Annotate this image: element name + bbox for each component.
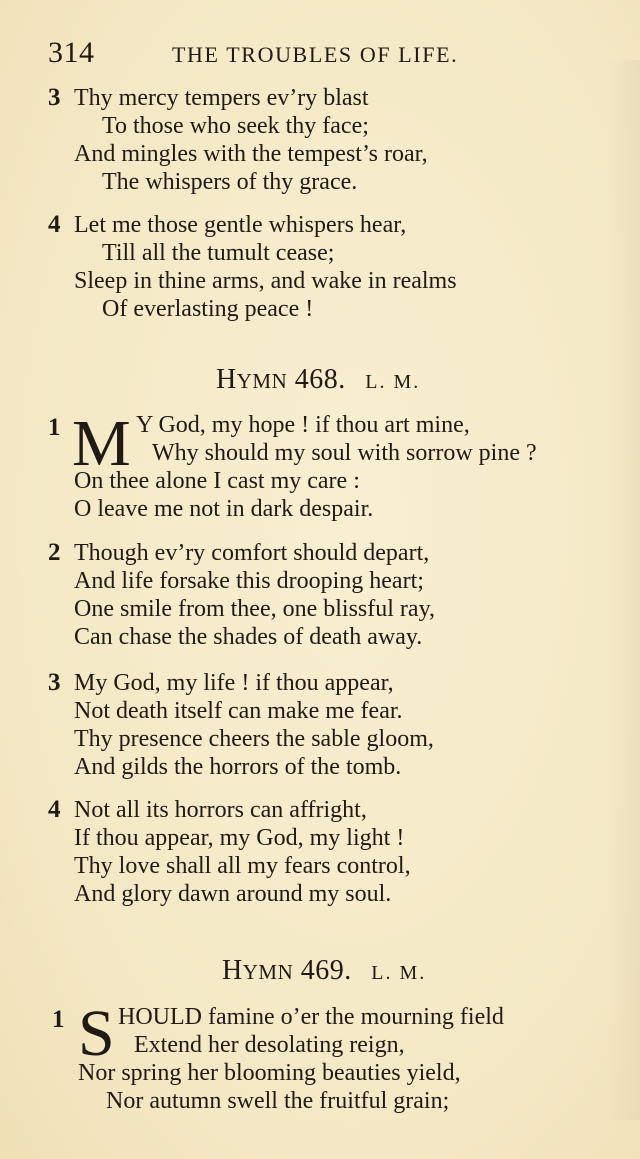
stanza-4-previous-hymn	[48, 211, 608, 323]
hymn-468-stanza-4	[48, 796, 608, 908]
hymn-468-stanza-3	[48, 669, 608, 781]
hymn-468-stanza-1	[48, 407, 608, 524]
verse-line: Though ev’ry comfort should depart,	[74, 540, 430, 566]
verse-line: Y God, my hope ! if thou art mine,	[136, 412, 470, 438]
verse-line: Not all its horrors can affright,	[74, 797, 367, 823]
verse-line: Can chase the shades of death away.	[74, 624, 423, 650]
hymn-468-stanza-2	[48, 539, 608, 651]
verse-line: And gilds the horrors of the tomb.	[74, 754, 402, 780]
verse-line: Of everlasting peace !	[102, 296, 314, 322]
title-initial: H	[216, 364, 237, 395]
hymn-469-title	[222, 955, 426, 987]
drop-cap: M	[72, 407, 131, 480]
hymn-469-stanza-1	[48, 997, 608, 1118]
verse-line: Let me those gentle whispers hear,	[74, 212, 407, 238]
title-word: YMN	[242, 960, 294, 984]
verse-line: If thou appear, my God, my light !	[74, 825, 405, 851]
stanza-number: 4	[48, 211, 61, 238]
verse-line: And mingles with the tempest’s roar,	[74, 141, 428, 167]
verse-line: Till all the tumult cease;	[102, 240, 335, 266]
verse-line: The whispers of thy grace.	[102, 169, 358, 195]
title-word: YMN	[236, 369, 288, 393]
verse-line: Why should my soul with sorrow pine ?	[152, 440, 537, 466]
title-initial: H	[222, 955, 243, 986]
hymn-number: 468.	[294, 364, 346, 395]
stanza-number: 4	[48, 796, 61, 823]
stanza-number: 3	[48, 669, 61, 696]
verse-line: Thy love shall all my fears control,	[74, 853, 411, 879]
verse-line: Extend her desolating reign,	[134, 1032, 405, 1058]
running-head: THE TROUBLES OF LIFE.	[172, 42, 459, 67]
stanza-number: 3	[48, 84, 61, 111]
verse-line: Nor autumn swell the fruitful grain;	[106, 1088, 450, 1114]
hymn-meter: L. M.	[365, 371, 421, 393]
verse-line: Not death itself can make me fear.	[74, 698, 403, 724]
verse-line: And glory dawn around my soul.	[74, 881, 392, 907]
verse-line: And life forsake this drooping heart;	[74, 568, 424, 594]
verse-line: O leave me not in dark despair.	[74, 496, 374, 522]
page-number: 314	[48, 36, 95, 69]
verse-line: Sleep in thine arms, and wake in realms	[74, 268, 457, 294]
stanza-number: 2	[48, 539, 61, 566]
stanza-number: 1	[48, 414, 61, 441]
drop-cap: S	[78, 997, 115, 1070]
verse-line: Thy presence cheers the sable gloom,	[74, 726, 434, 752]
verse-line: My God, my life ! if thou appear,	[74, 670, 394, 696]
verse-line: To those who seek thy face;	[102, 113, 369, 139]
hymn-468-title	[216, 364, 420, 396]
verse-line: On thee alone I cast my care :	[74, 468, 360, 494]
facing-page-bleed	[606, 60, 640, 1120]
verse-line: Thy mercy tempers ev’ry blast	[74, 85, 369, 111]
stanza-number: 1	[52, 1006, 65, 1033]
verse-line: Nor spring her blooming beauties yield,	[78, 1060, 461, 1086]
hymn-number: 469.	[300, 955, 352, 986]
hymn-meter: L. M.	[371, 962, 427, 984]
verse-line: One smile from thee, one blissful ray,	[74, 596, 436, 622]
stanza-3-previous-hymn	[48, 84, 608, 196]
page-header	[48, 34, 608, 74]
verse-line: HOULD famine o’er the mourning field	[118, 1004, 504, 1030]
